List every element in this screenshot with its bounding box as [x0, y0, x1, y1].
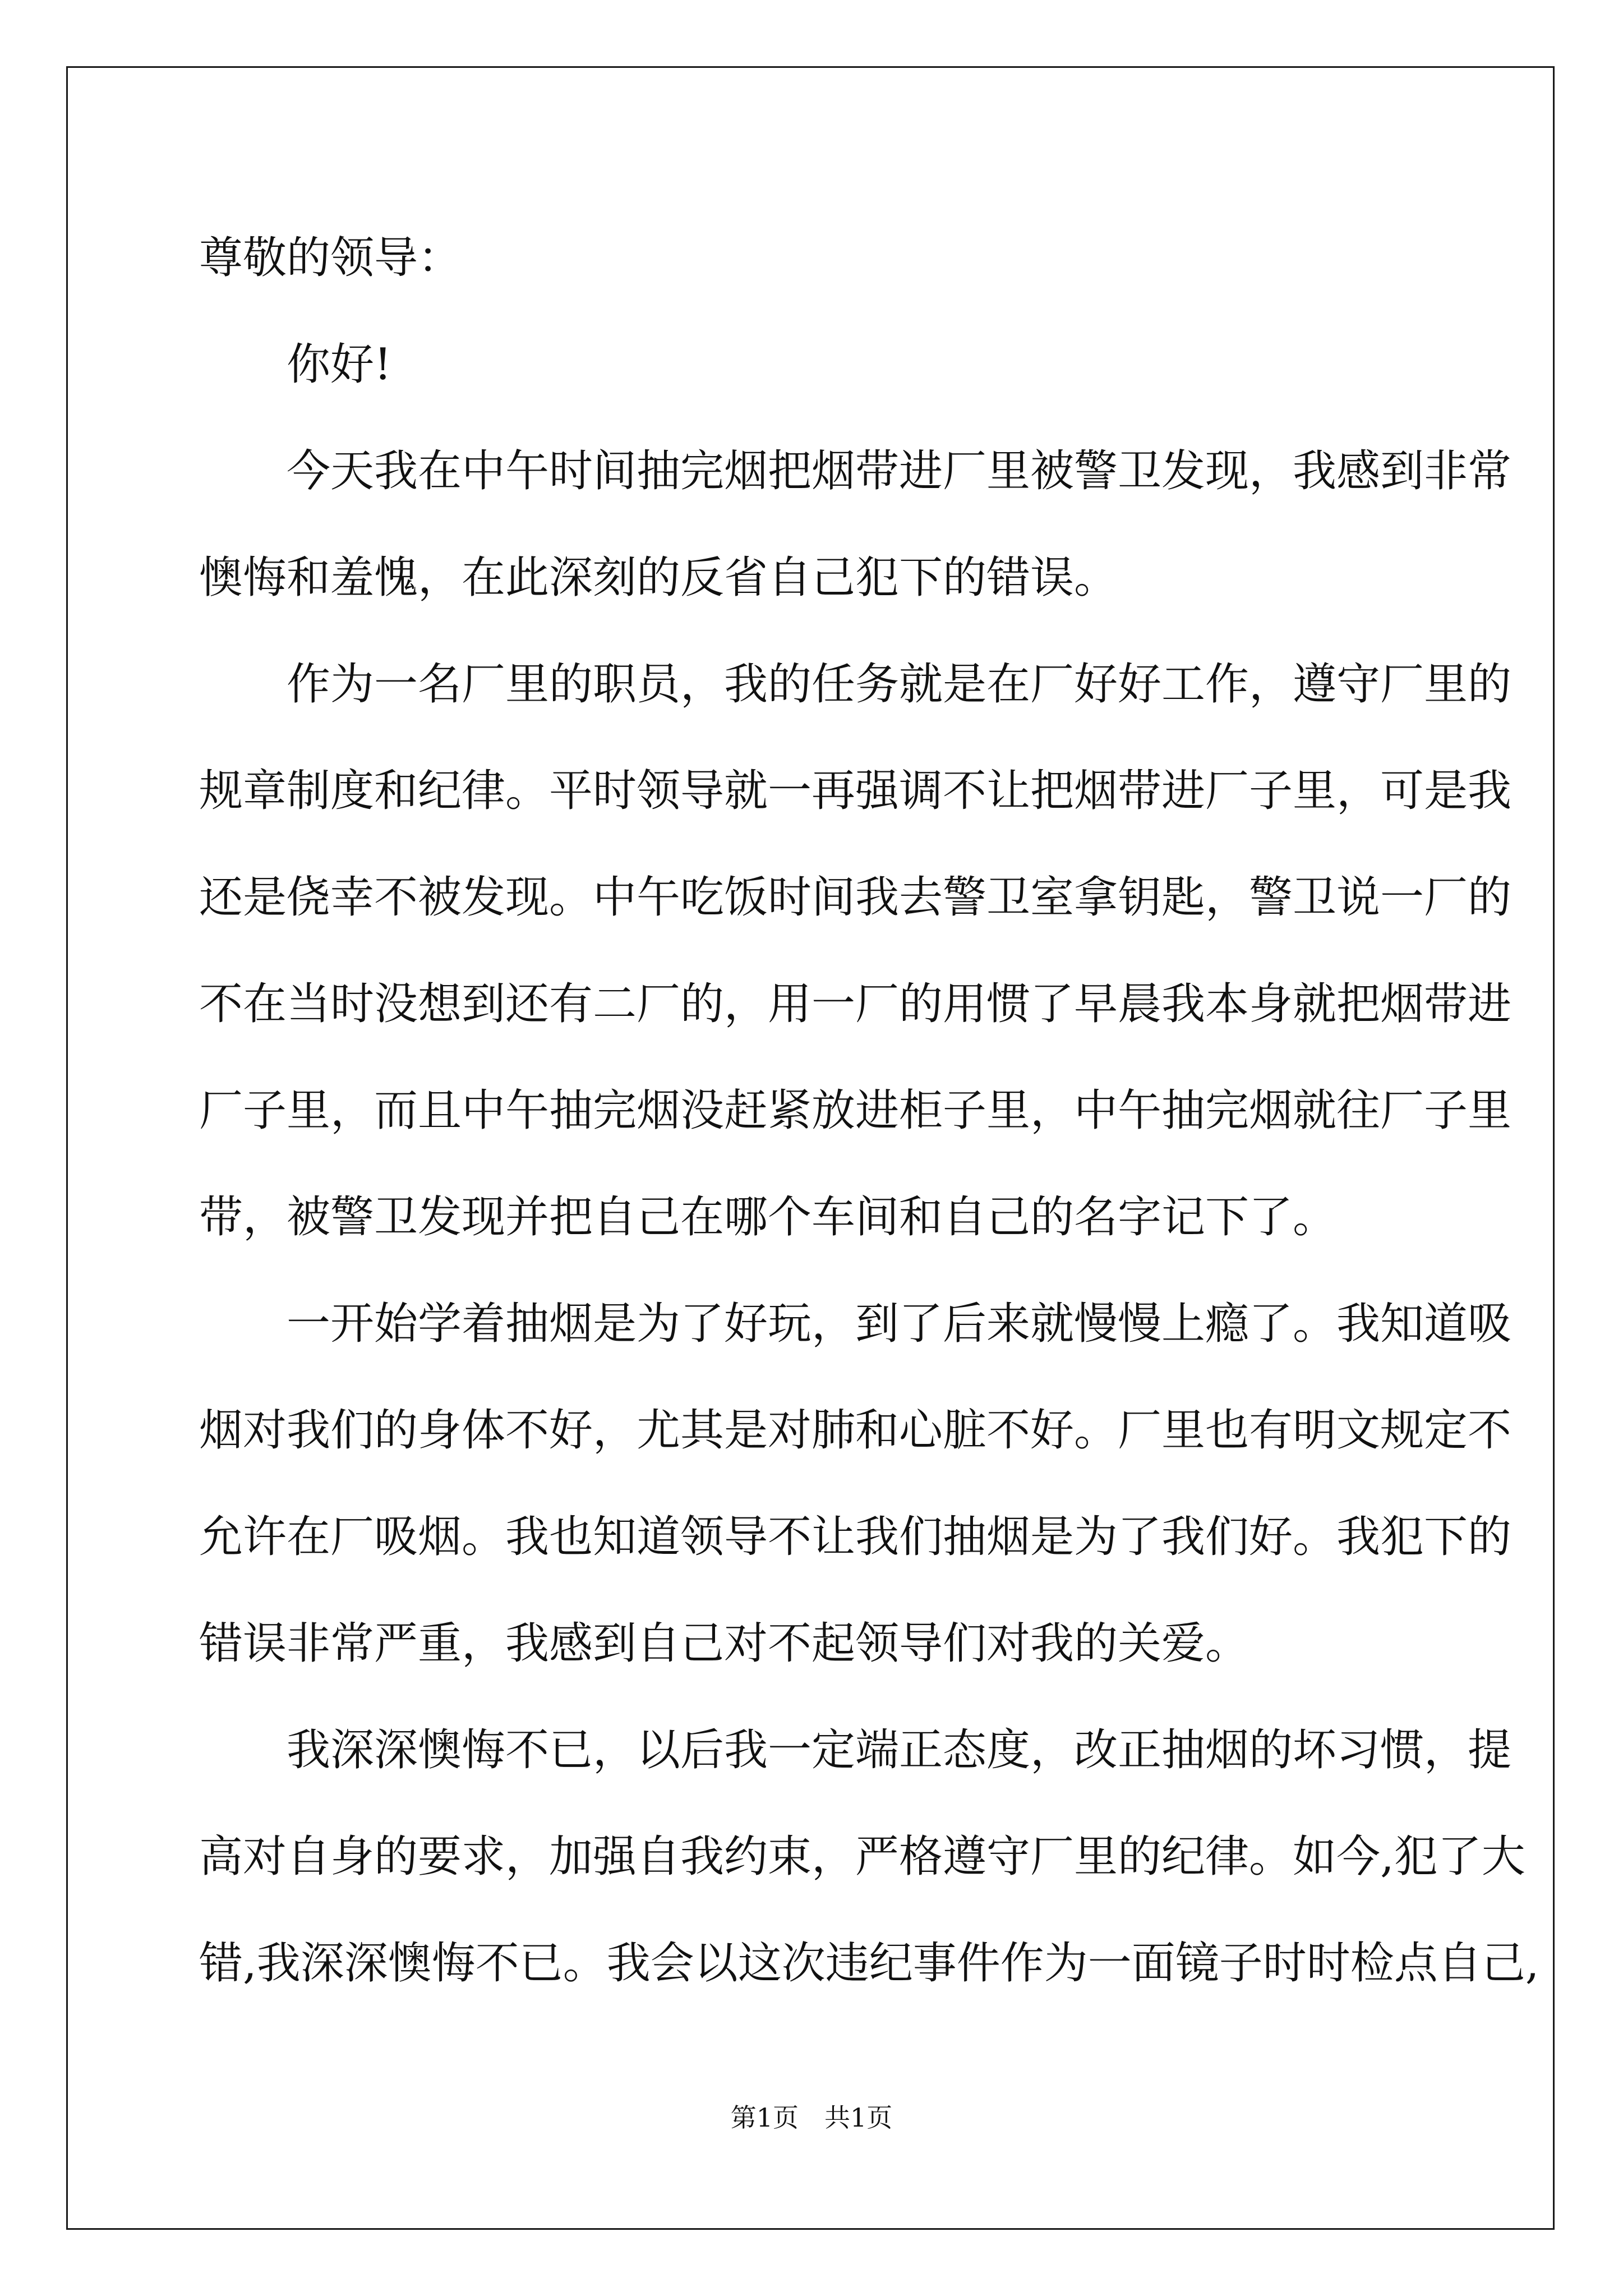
paragraph-3-line-4: 错误非常严重，我感到自己对不起领导们对我的关爱。: [199, 1618, 1249, 1669]
paragraph-2-line-2: 规章制度和纪律。平时领导就一再强调不让把烟带进厂子里，可是我: [199, 766, 1512, 816]
paragraph-4-line-1: 我深深懊悔不已，以后我一定端正态度，改正抽烟的坏习惯，提: [287, 1725, 1512, 1775]
paragraph-3-line-3: 允许在厂吸烟。我也知道领导不让我们抽烟是为了我们好。我犯下的: [199, 1512, 1512, 1562]
paragraph-2-line-4: 不在当时没想到还有二厂的，用一厂的用惯了早晨我本身就把烟带进: [199, 979, 1512, 1029]
paragraph-3-line-2: 烟对我们的身体不好，尤其是对肺和心脏不好。厂里也有明文规定不: [199, 1405, 1512, 1456]
greeting: 你好!: [287, 339, 392, 390]
salutation: 尊敬的领导：: [199, 233, 462, 283]
paragraph-1-line-2: 懊悔和羞愧，在此深刻的反省自己犯下的错误。: [199, 553, 1118, 603]
paragraph-4-line-2: 高对自身的要求，加强自我约束，严格遵守厂里的纪律。如今,犯了大: [199, 1832, 1525, 1882]
paragraph-2-line-1: 作为一名厂里的职员，我的任务就是在厂好好工作，遵守厂里的: [287, 659, 1512, 710]
paragraph-2-line-3: 还是侥幸不被发现。中午吃饭时间我去警卫室拿钥匙，警卫说一厂的: [199, 872, 1512, 923]
paragraph-2-line-6: 带，被警卫发现并把自己在哪个车间和自己的名字记下了。: [199, 1192, 1337, 1243]
paragraph-4-line-3: 错,我深深懊悔不已。我会以这次违纪事件作为一面镜子时时检点自己,: [199, 1938, 1539, 1989]
letter-body: [199, 205, 1539, 2017]
paragraph-3-line-1: 一开始学着抽烟是为了好玩，到了后来就慢慢上瘾了。我知道吸: [287, 1299, 1512, 1349]
page-number-footer: 第1页 共1页: [730, 2102, 893, 2133]
paragraph-1-line-1: 今天我在中午时间抽完烟把烟带进厂里被警卫发现，我感到非常: [287, 446, 1512, 496]
paragraph-2-line-5: 厂子里，而且中午抽完烟没赶紧放进柜子里，中午抽完烟就往厂子里: [199, 1085, 1512, 1136]
